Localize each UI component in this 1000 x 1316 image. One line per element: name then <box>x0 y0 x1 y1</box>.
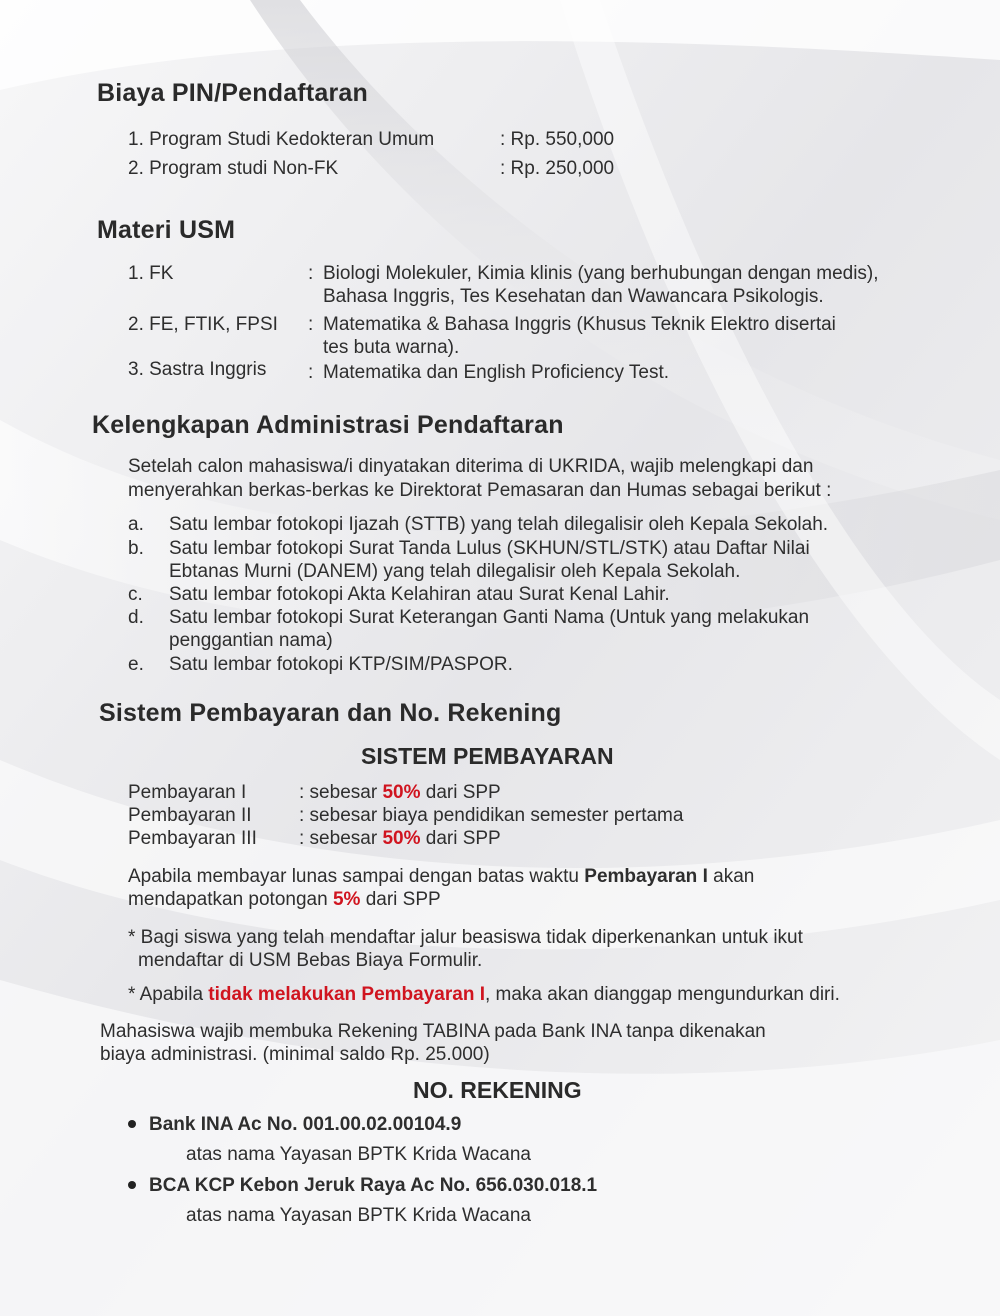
kelengkapan-item-d-marker: d. <box>128 607 144 628</box>
materi-item-3-line1: Matematika dan English Proficiency Test. <box>323 362 670 383</box>
lunas-line-2: mendapatkan potongan 5% dari SPP <box>128 889 441 910</box>
biaya-item-1-value: : Rp. 550,000 <box>500 129 615 150</box>
payment-2-label: Pembayaran II <box>128 805 252 826</box>
kelengkapan-item-b-text-2: Ebtanas Murni (DANEM) yang telah dilegalisir oleh Kepala Sekolah. <box>169 561 741 582</box>
materi-item-1-line1: Biologi Molekuler, Kimia klinis (yang berhubungan dengan medis), <box>323 263 879 284</box>
payment-3-label: Pembayaran III <box>128 828 257 849</box>
materi-item-2-sep: : <box>308 314 314 335</box>
note-1-line-1: * Bagi siswa yang telah mendaftar jalur beasiswa tidak diperkenankan untuk ikut <box>128 927 803 948</box>
note-1-line-2: mendaftar di USM Bebas Biaya Formulir. <box>138 950 483 971</box>
materi-item-1-label: 1. FK <box>128 263 174 284</box>
biaya-item-2-label: 2. Program studi Non-FK <box>128 158 339 179</box>
biaya-item-1-label: 1. Program Studi Kedokteran Umum <box>128 129 435 150</box>
payment-1-label: Pembayaran I <box>128 782 247 803</box>
kelengkapan-intro-1: Setelah calon mahasiswa/i dinyatakan diterima di UKRIDA, wajib melengkapi dan <box>128 456 814 477</box>
kelengkapan-item-c-marker: c. <box>128 584 143 605</box>
biaya-title: Biaya PIN/Pendaftaran <box>97 79 368 107</box>
kelengkapan-item-c-text: Satu lembar fotokopi Akta Kelahiran atau Surat Kenal Lahir. <box>169 584 670 605</box>
materi-item-3-label: 3. Sastra Inggris <box>128 359 267 380</box>
kelengkapan-title: Kelengkapan Administrasi Pendaftaran <box>92 411 564 439</box>
payment-2-text: : sebesar biaya pendidikan semester pertama <box>299 805 684 826</box>
kelengkapan-item-a-marker: a. <box>128 514 144 535</box>
kelengkapan-item-d-text-2: penggantian nama) <box>169 630 333 651</box>
kelengkapan-item-e-marker: e. <box>128 654 144 675</box>
kelengkapan-item-b-marker: b. <box>128 538 144 559</box>
sistem-subtitle: SISTEM PEMBAYARAN <box>361 743 614 769</box>
payment-3-text: : sebesar 50% dari SPP <box>299 828 501 849</box>
tabina-line-1: Mahasiswa wajib membuka Rekening TABINA pada Bank INA tanpa dikenakan <box>100 1021 766 1042</box>
materi-item-2-label: 2. FE, FTIK, FPSI <box>128 314 278 335</box>
materi-item-3-sep: : <box>308 362 314 383</box>
account-2-bank: BCA KCP Kebon Jeruk Raya Ac No. 656.030.018.1 <box>149 1175 598 1196</box>
kelengkapan-item-b-text-1: Satu lembar fotokopi Surat Tanda Lulus (SKHUN/STL/STK) atau Daftar Nilai <box>169 538 810 559</box>
lunas-line-1: Apabila membayar lunas sampai dengan batas waktu Pembayaran I akan <box>128 866 755 887</box>
bullet-icon <box>128 1181 136 1189</box>
materi-item-1-line2: Bahasa Inggris, Tes Kesehatan dan Wawancara Psikologis. <box>323 286 824 307</box>
kelengkapan-item-a-text: Satu lembar fotokopi Ijazah (STTB) yang telah dilegalisir oleh Kepala Sekolah. <box>169 514 829 535</box>
materi-title: Materi USM <box>97 216 236 244</box>
materi-item-1-sep: : <box>308 263 314 284</box>
account-1-holder: atas nama Yayasan BPTK Krida Wacana <box>186 1144 531 1165</box>
kelengkapan-item-e-text: Satu lembar fotokopi KTP/SIM/PASPOR. <box>169 654 513 675</box>
sistem-title: Sistem Pembayaran dan No. Rekening <box>99 699 562 727</box>
materi-item-2-line2: tes buta warna). <box>323 337 460 358</box>
bullet-icon <box>128 1120 136 1128</box>
tabina-line-2: biaya administrasi. (minimal saldo Rp. 25.000) <box>100 1044 490 1065</box>
materi-item-2-line1: Matematika & Bahasa Inggris (Khusus Teknik Elektro disertai <box>323 314 836 335</box>
note-2: * Apabila tidak melakukan Pembayaran I, maka akan dianggap mengundurkan diri. <box>128 984 840 1005</box>
kelengkapan-intro-2: menyerahkan berkas-berkas ke Direktorat Pemasaran dan Humas sebagai berikut : <box>128 480 832 501</box>
account-2-holder: atas nama Yayasan BPTK Krida Wacana <box>186 1205 531 1226</box>
kelengkapan-item-d-text-1: Satu lembar fotokopi Surat Keterangan Ganti Nama (Untuk yang melakukan <box>169 607 810 628</box>
rekening-title: NO. REKENING <box>413 1077 582 1103</box>
account-1-bank: Bank INA Ac No. 001.00.02.00104.9 <box>149 1114 462 1135</box>
payment-1-text: : sebesar 50% dari SPP <box>299 782 501 803</box>
biaya-item-2-value: : Rp. 250,000 <box>500 158 615 179</box>
